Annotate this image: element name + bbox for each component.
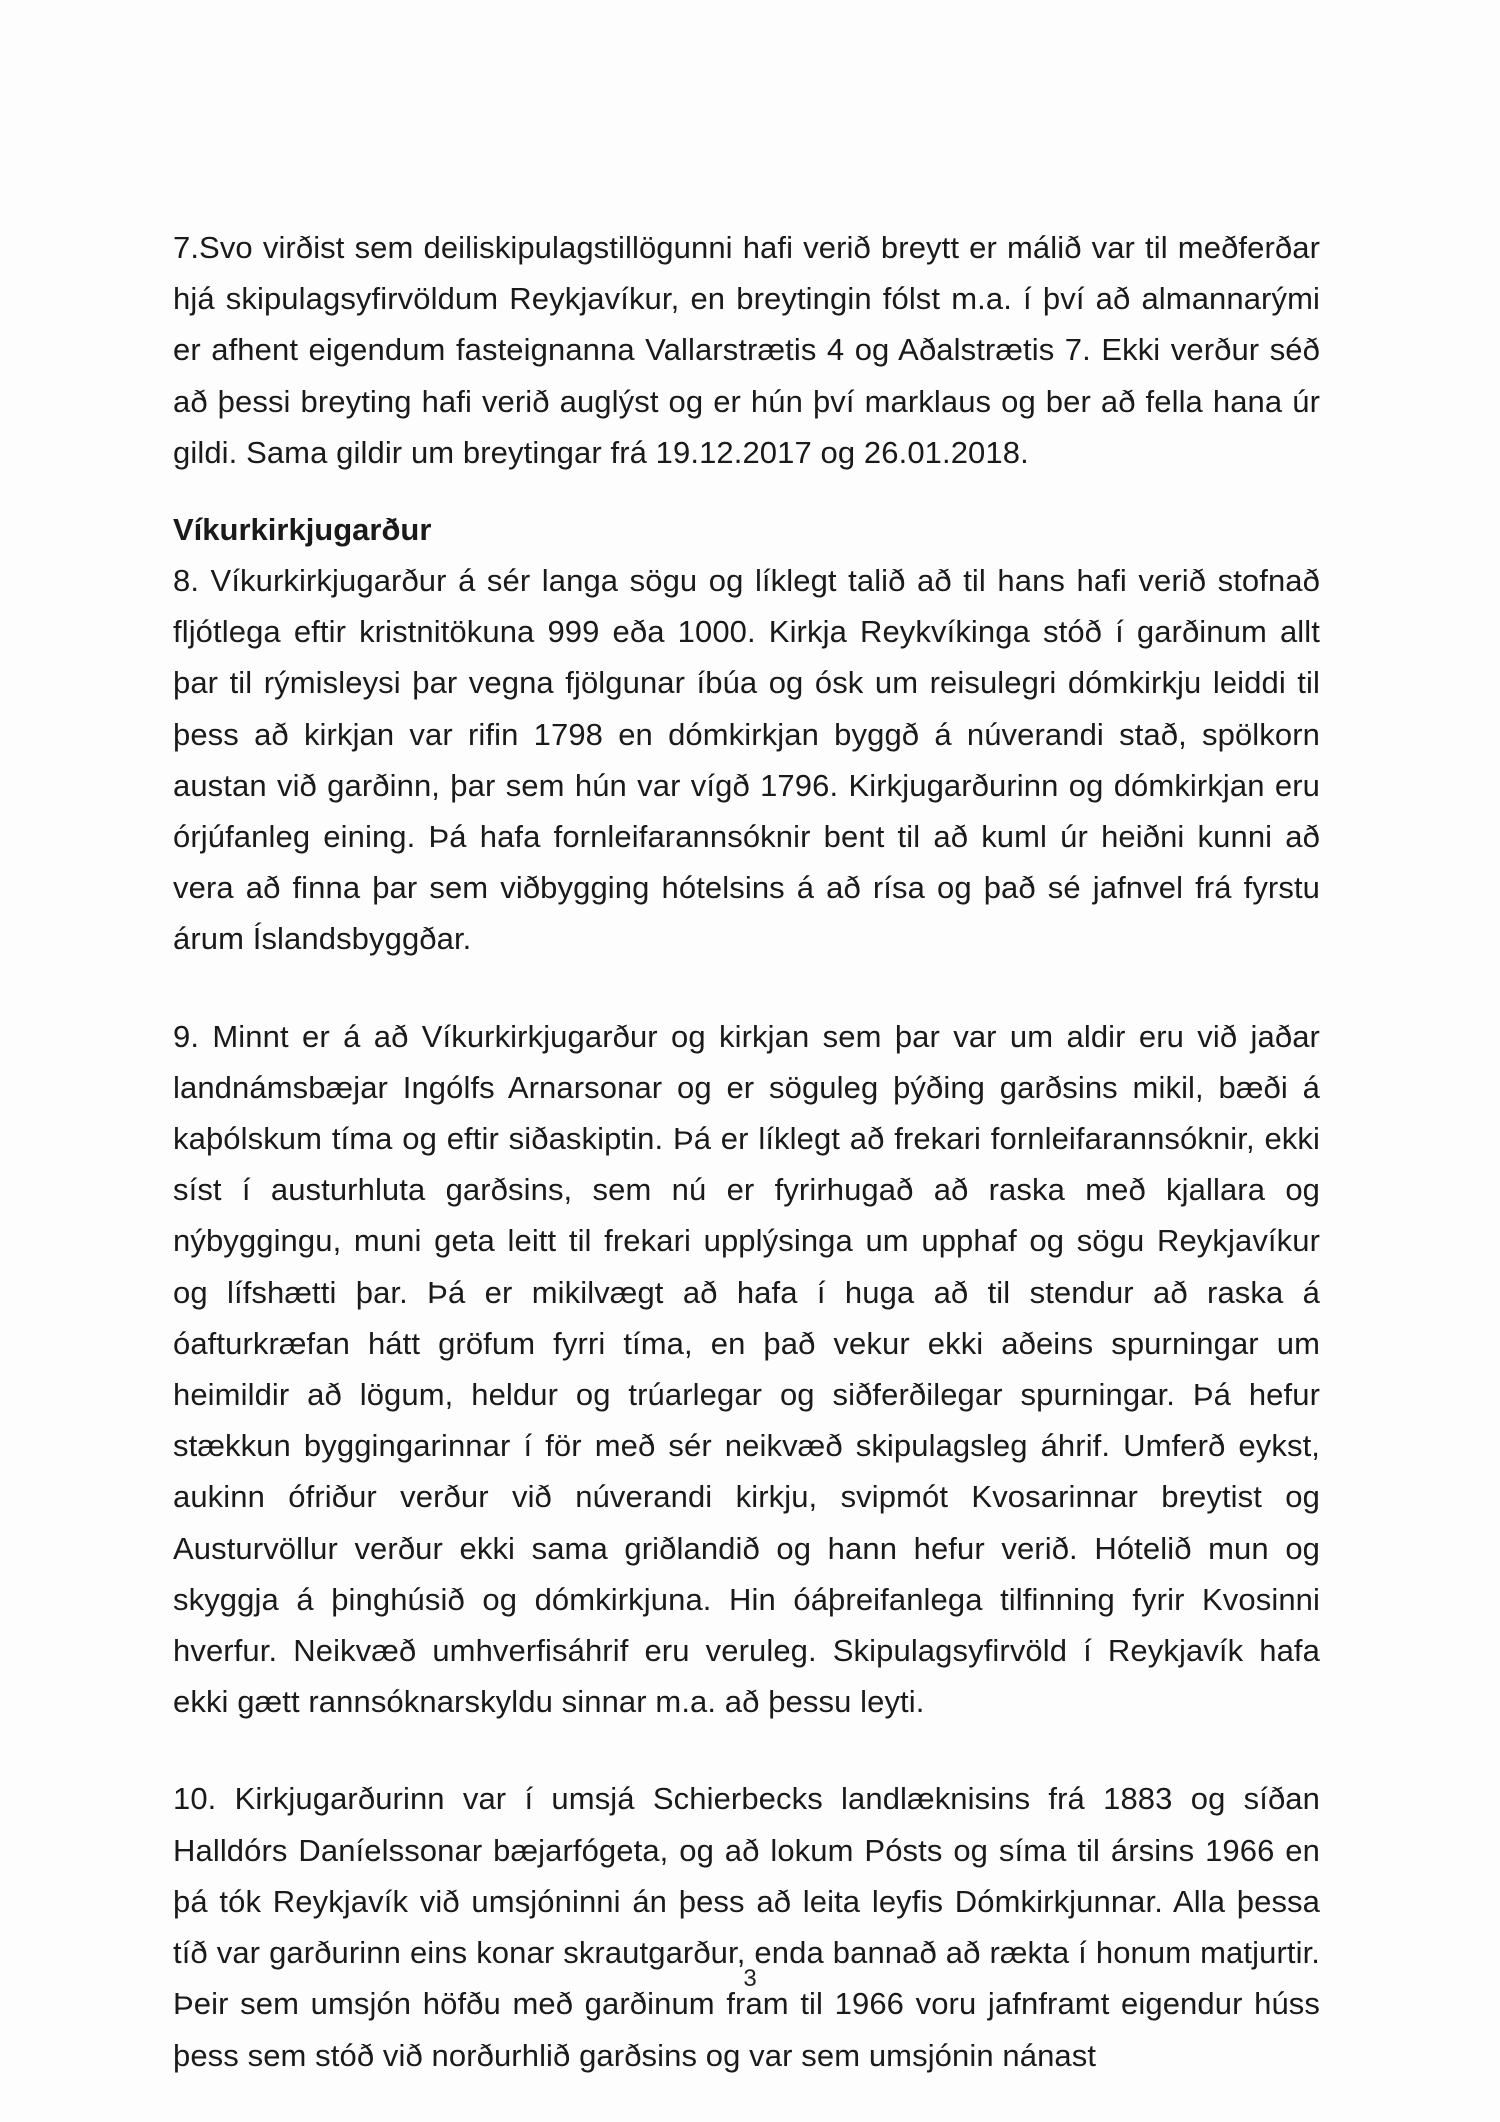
- paragraph-8: 8. Víkurkirkjugarður á sér langa sögu og líklegt talið að til hans hafi verið stofnað fljótlega eftir kristnitökuna 999 eða 1000. Kirkja Reykvíkinga stóð í garðinum allt þar til rýmisleysi þar vegna fjölgunar íbúa og ósk um reisulegri dómkirkju leiddi til þess að kirkjan var rifin 1798 en dómkirkjan byggð á núverandi stað, spölkorn austan við garðinn, þar sem hún var vígð 1796. Kirkjugarðurinn og dómkirkjan eru órjúfanleg eining. Þá hafa fornleifarannsóknir bent til að kuml úr heiðni kunni að vera að finna þar sem viðbygging hótelsins á að rísa og það sé jafnvel frá fyrstu árum Íslandsbyggðar.: [173, 563, 1320, 957]
- section-heading-vikurkirkjugardur: Víkurkirkjugarður: [173, 512, 432, 548]
- paragraph-9: 9. Minnt er á að Víkurkirkjugarður og kirkjan sem þar var um aldir eru við jaðar landnámsbæjar Ingólfs Arnarsonar og er söguleg þýðing garðsins mikil, bæði á kaþólskum tíma og eftir siðaskiptin. Þá er líklegt að frekari fornleifarannsóknir, ekki síst í austurhluta garðsins, sem nú er fyrirhugað að raska með kjallara og nýbyggingu, muni geta leitt til frekari upplýsinga um upphaf og sögu Reykjavíkur og lífshætti þar. Þá er mikilvægt að hafa í huga að til stendur að raska á óafturkræfan hátt gröfum fyrri tíma, en það vekur ekki aðeins spurningar um heimildir að lögum, heldur og trúarlegar og siðferðilegar spurningar. Þá hefur stækkun byggingarinnar í för með sér neikvæð skipulagsleg áhrif. Umferð eykst, aukinn ófriður verður við núverandi kirkju, svipmót Kvosarinnar breytist og Austurvöllur verður ekki sama griðlandið og hann hefur verið. Hótelið mun og skyggja á þinghúsið og dómkirkjuna. Hin óáþreifanlega tilfinning fyrir Kvosinni hverfur. Neikvæð umhverfisáhrif eru veruleg. Skipulagsyfirvöld í Reykjavík hafa ekki gætt rannsóknarskyldu sinnar m.a. að þessu leyti.: [173, 1018, 1320, 1720]
- paragraph-7: 7.Svo virðist sem deiliskipulagstillögunni hafi verið breytt er málið var til meðferðar hjá skipulagsyfirvöldum Reykjavíkur, en breytingin fólst m.a. í því að almannarými er afhent eigendum fasteignanna Vallarstrætis 4 og Aðalstrætis 7. Ekki verður séð að þessi breyting hafi verið auglýst og er hún því marklaus og ber að fella hana úr gildi. Sama gildir um breytingar frá 19.12.2017 og 26.01.2018.: [173, 230, 1320, 470]
- paragraph-10: 10. Kirkjugarðurinn var í umsjá Schierbecks landlæknisins frá 1883 og síðan Halldórs Daníelssonar bæjarfógeta, og að lokum Pósts og síma til ársins 1966 en þá tók Reykjavík við umsjóninni án þess að leita leyfis Dómkirkjunnar. Alla þessa tíð var garðurinn eins konar skrautgarður, enda bannað að rækta í honum matjurtir. Þeir sem umsjón höfðu með garðinum fram til 1966 voru jafnframt eigendur húss þess sem stóð við norðurhlið garðsins og var sem umsjónin nánast: [173, 1781, 1320, 2073]
- page-number: 3: [743, 1965, 757, 1992]
- document-body: [173, 222, 1320, 2081]
